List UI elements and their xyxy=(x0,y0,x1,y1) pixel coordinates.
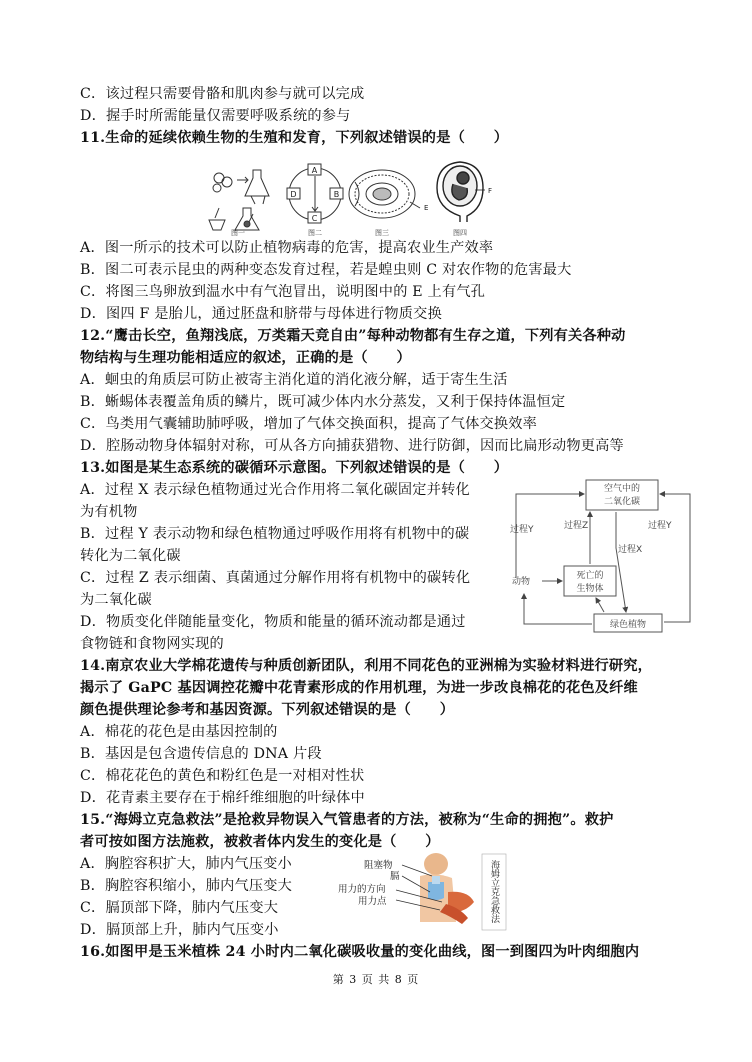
option-text: D．腔肠动物身体辐射对称，可从各方向捕获猎物、进行防御，因而比扁形动物更高等 xyxy=(80,438,624,454)
option-text: C．鸟类用气囊辅助肺呼吸，增加了气体交换面积，提高了气体交换效率 xyxy=(80,416,538,432)
figure-15-heimlich xyxy=(336,852,508,932)
option-text: C．过程 Z 表示细菌、真菌通过分解作用将有机物中的碳转化 xyxy=(80,570,471,586)
option-text: C．棉花花色的黄色和粉红色是一对相对性状 xyxy=(80,768,365,784)
co2-label-line1: 空气中的 xyxy=(603,484,641,494)
option-text: A．过程 X 表示绿色植物通过光合作用将二氧化碳固定并转化 xyxy=(80,482,470,498)
question-13-stem: 13.如图是某生态系统的碳循环示意图。下列叙述错误的是（ ） xyxy=(80,460,509,476)
option-text: B．基因是包含遗传信息的 DNA 片段 xyxy=(80,746,322,762)
option-text: 转化为二氧化碳 xyxy=(80,548,181,564)
option-text: D．膈顶部上升，肺内气压变小 xyxy=(80,922,279,938)
process-y-right-label: 过程Y xyxy=(648,521,672,531)
option-text: A．胸腔容积扩大，肺内气压变小 xyxy=(80,856,292,872)
question-14-stem: 颜色提供理论参考和基因资源。下列叙述错误的是（ ） xyxy=(80,702,455,718)
figure-11-panel-4 xyxy=(437,162,485,222)
process-z-label: 过程Z xyxy=(564,521,589,531)
stage-b-label: B xyxy=(333,190,340,199)
obstruction-label: 阻塞物 xyxy=(364,860,393,871)
option-text: D．花青素主要存在于棉纤维细胞的叶绿体中 xyxy=(80,790,365,806)
option-text: B．蜥蜴体表覆盖角质的鳞片，既可减少体内水分蒸发，又利于保持体温恒定 xyxy=(80,394,566,410)
egg-shell-label: E xyxy=(424,204,429,212)
question-15-stem: 15.“海姆立克急救法”是抢救异物误入气管患者的方法，被称为“生命的拥抱”。救护 xyxy=(80,812,614,828)
figure-11-caption-2: 图二 xyxy=(308,229,322,236)
figure-11-caption-4: 图四 xyxy=(453,229,467,236)
co2-label-line2: 二氧化碳 xyxy=(603,497,641,507)
figure-11-caption-1: 图一 xyxy=(231,229,245,236)
question-12-stem: 物结构与生理功能相适应的叙述，正确的是（ ） xyxy=(80,350,411,366)
stage-d-label: D xyxy=(290,190,297,199)
question-16-stem: 16.如图甲是玉米植株 24 小时内二氧化碳吸收量的变化曲线，图一到图四为叶肉细胞内 xyxy=(80,944,640,960)
option-text: D．图四 F 是胎儿，通过胚盘和脐带与母体进行物质交换 xyxy=(80,306,442,322)
figure-11-panel-3 xyxy=(349,170,420,218)
figure-11-caption-3: 图三 xyxy=(375,229,389,236)
force-point-label: 用力点 xyxy=(358,896,387,907)
option-text: A．图一所示的技术可以防止植物病毒的危害，提高农业生产效率 xyxy=(80,240,494,256)
green-plant-label: 绿色植物 xyxy=(609,620,647,630)
question-11-stem: 11.生命的延续依赖生物的生殖和发育，下列叙述错误的是（ ） xyxy=(80,130,509,146)
option-text: D．物质变化伴随能量变化，物质和能量的循环流动都是通过 xyxy=(80,614,466,630)
question-14-stem: 揭示了 GaPC 基因调控花瓣中花青素形成的作用机理，为进一步改良棉花的花色及纤维 xyxy=(80,680,638,696)
figure-11-reproduction xyxy=(205,158,495,236)
option-text: B．过程 Y 表示动物和绿色植物通过呼吸作用将有机物中的碳 xyxy=(80,526,470,542)
process-x-label: 过程X xyxy=(618,545,643,555)
dead-organism-label-1: 死亡的 xyxy=(576,571,604,581)
option-text: A．棉花的花色是由基因控制的 xyxy=(80,724,278,740)
option-text: A．蛔虫的角质层可防止被寄主消化道的消化液分解，适于寄生生活 xyxy=(80,372,508,388)
force-direction-label: 用力的方向 xyxy=(338,884,386,895)
figure-13-carbon-cycle xyxy=(508,474,698,634)
fetus-label: F xyxy=(488,187,493,195)
page-footer: 第 3 页 共 8 页 xyxy=(332,973,420,986)
heimlich-side-title: 海姆立克急救法 xyxy=(489,860,499,923)
animal-label: 动物 xyxy=(512,577,531,587)
option-text: 为有机物 xyxy=(80,504,138,520)
option-text: B．图二可表示昆虫的两种变态发育过程，若是蝗虫则 C 对农作物的危害最大 xyxy=(80,262,572,278)
figure-11-panel-1 xyxy=(209,170,269,230)
option-text: C．膈顶部下降，肺内气压变大 xyxy=(80,900,279,916)
question-15-stem: 者可按如图方法施救，被救者体内发生的变化是（ ） xyxy=(80,834,440,850)
option-text: C．该过程只需要骨骼和肌肉参与就可以完成 xyxy=(80,86,365,102)
dead-organism-label-2: 生物体 xyxy=(576,584,604,594)
question-14-stem: 14.南京农业大学棉花遗传与种质创新团队，利用不同花色的亚洲棉为实验材料进行研究， xyxy=(80,658,653,674)
option-text: B．胸腔容积缩小，肺内气压变大 xyxy=(80,878,293,894)
process-y-left-label: 过程Y xyxy=(510,525,534,535)
question-12-stem: 12.“鹰击长空，鱼翔浅底，万类霜天竞自由”每种动物都有生存之道，下列有关各种动 xyxy=(80,328,626,344)
option-text: D．握手时所需能量仅需要呼吸系统的参与 xyxy=(80,108,351,124)
stage-c-label: C xyxy=(311,214,318,223)
option-text: 为二氧化碳 xyxy=(80,592,152,608)
option-text: 食物链和食物网实现的 xyxy=(80,636,224,652)
diaphragm-label: 膈 xyxy=(390,871,400,882)
stage-a-label: A xyxy=(311,166,318,175)
option-text: C．将图三鸟卵放到温水中有气泡冒出，说明图中的 E 上有气孔 xyxy=(80,284,486,300)
